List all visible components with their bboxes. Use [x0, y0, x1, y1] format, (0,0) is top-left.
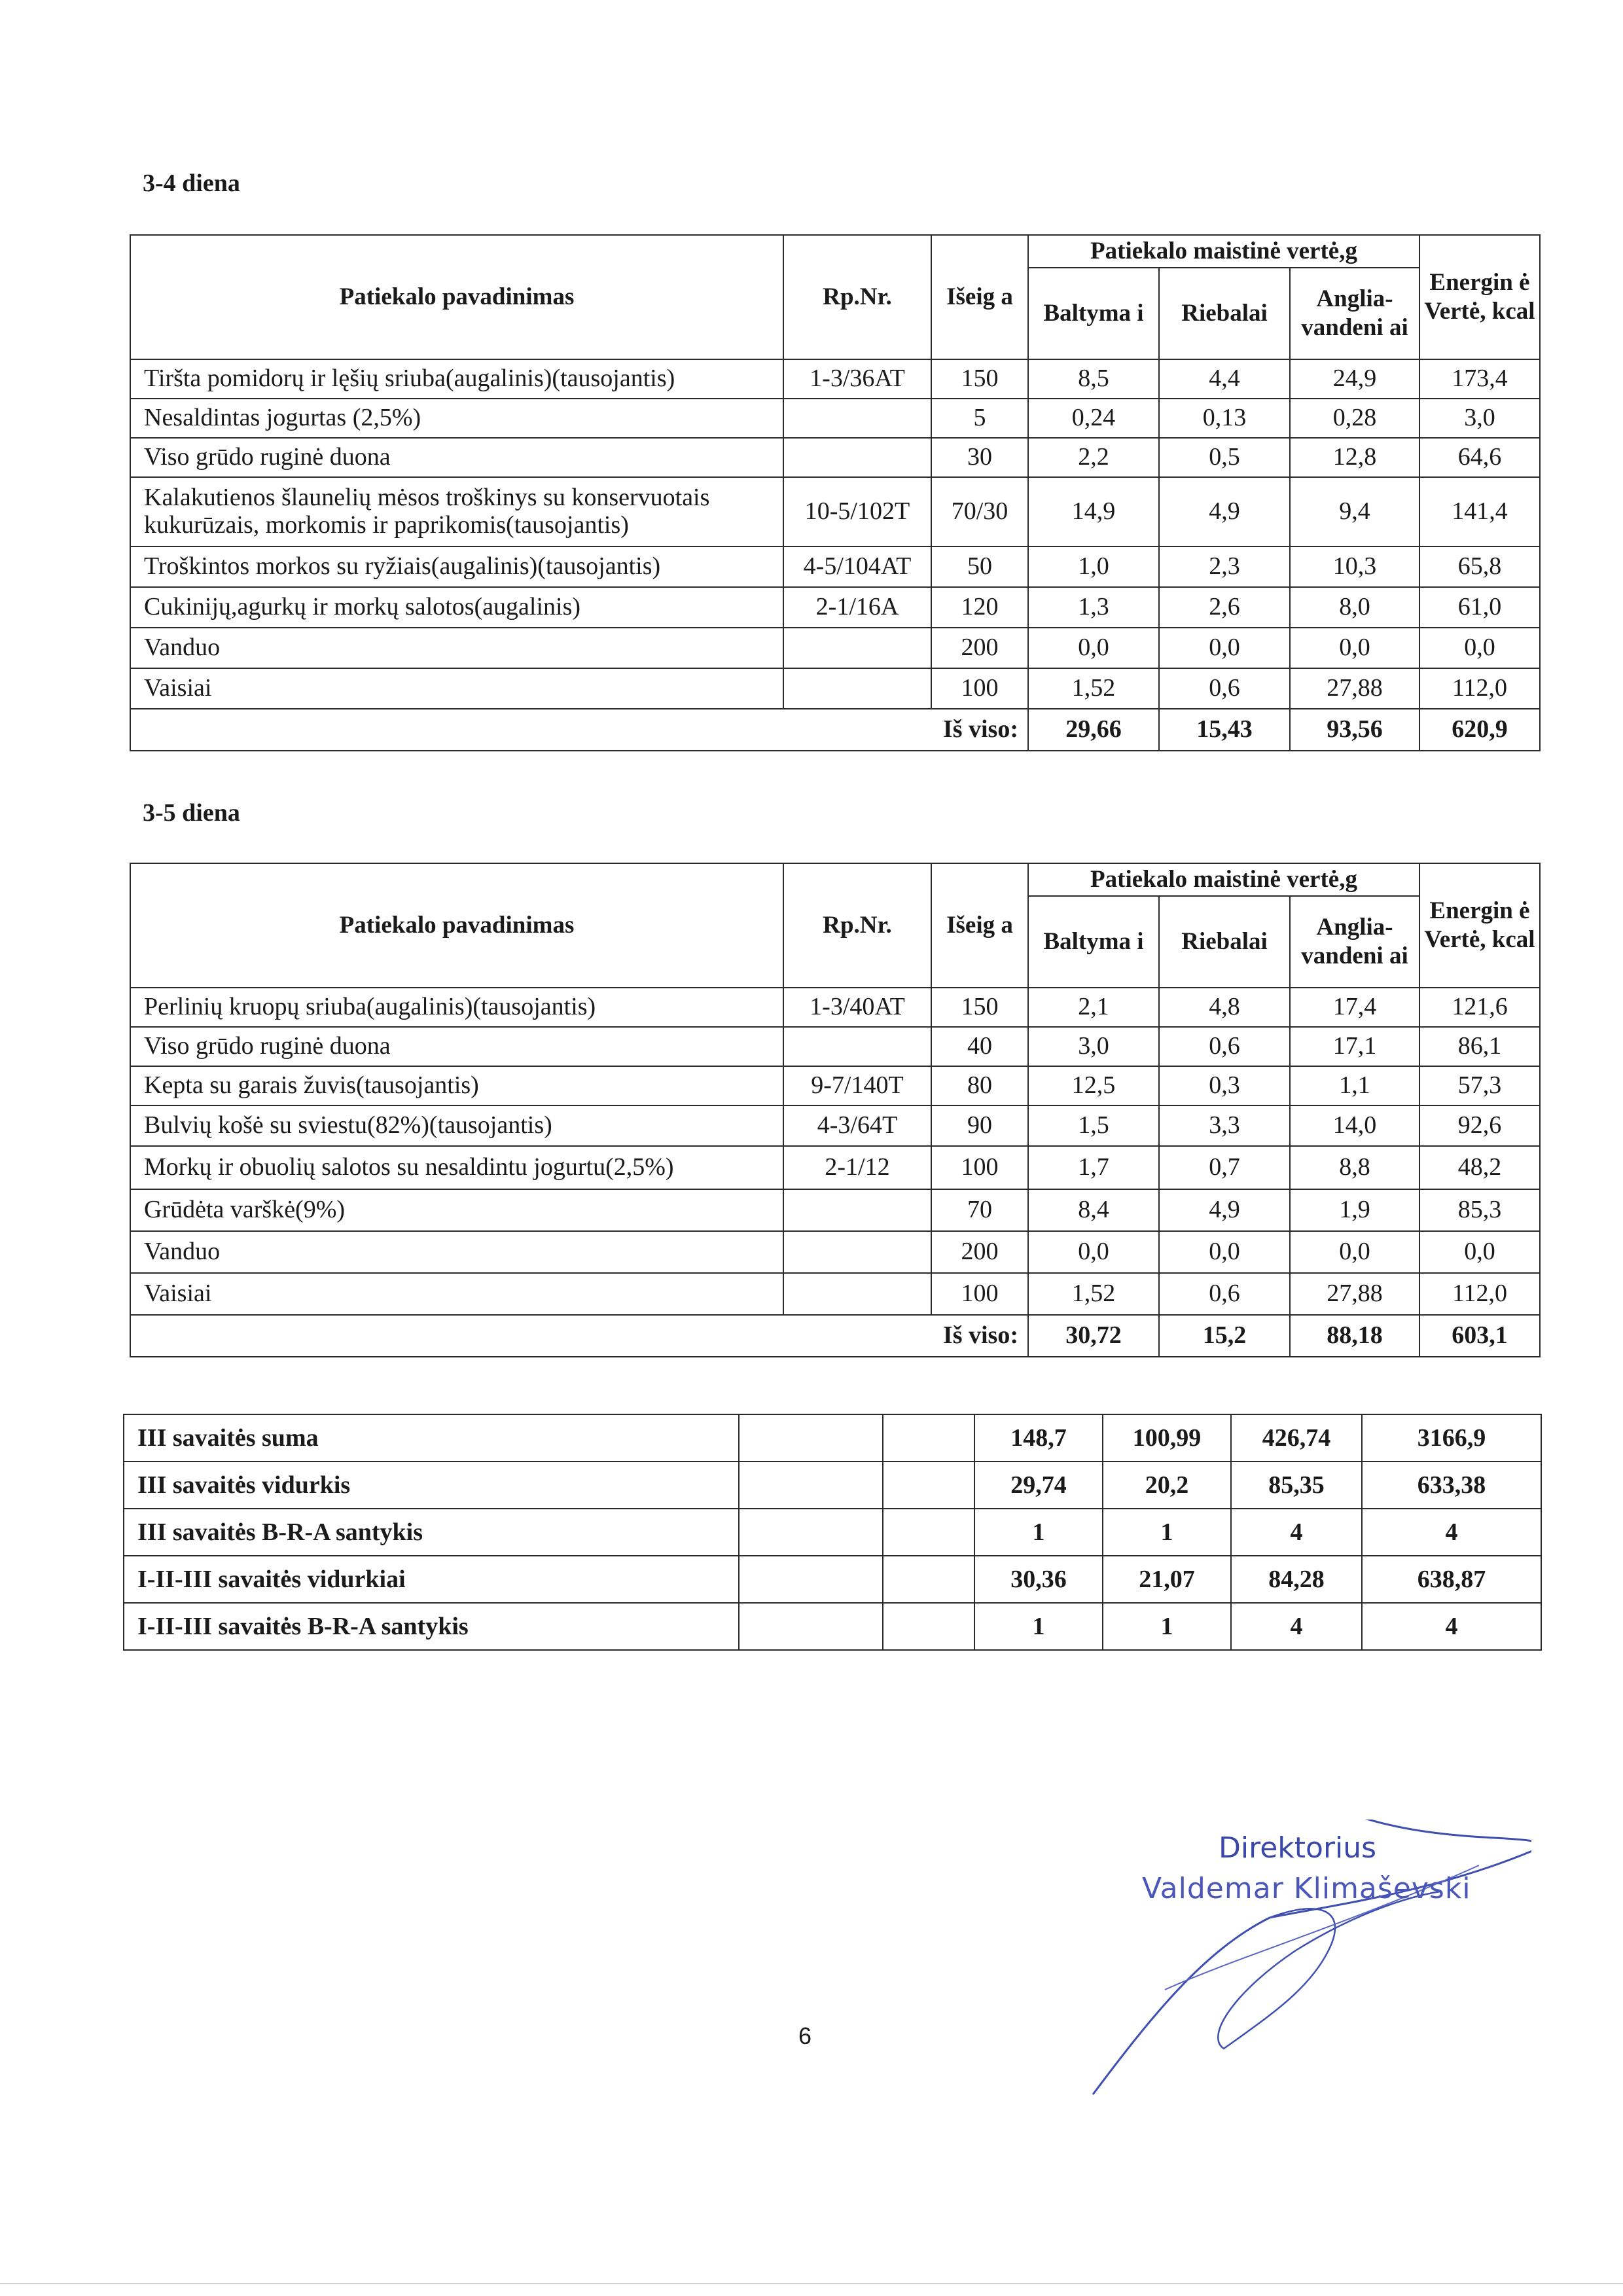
dish-yield: 100	[931, 1273, 1028, 1315]
summary-protein: 1	[974, 1603, 1103, 1650]
total-protein: 30,72	[1028, 1315, 1159, 1357]
summary-protein: 29,74	[974, 1462, 1103, 1509]
protein-value: 8,5	[1028, 359, 1159, 399]
header-fat: Riebalai	[1159, 268, 1290, 359]
fat-value: 0,3	[1159, 1066, 1290, 1105]
summary-carb: 4	[1231, 1509, 1362, 1556]
recipe-number	[783, 399, 931, 438]
header-energy: Energin ė Vertė, kcal	[1419, 863, 1540, 988]
protein-value: 0,0	[1028, 1231, 1159, 1273]
dish-name: Bulvių košė su sviestu(82%)(tausojantis)	[130, 1105, 783, 1146]
dish-yield: 100	[931, 1146, 1028, 1189]
recipe-number	[783, 438, 931, 477]
table-row	[130, 399, 1540, 438]
dish-name: Vanduo	[130, 628, 783, 668]
carb-value: 12,8	[1290, 438, 1419, 477]
carb-value: 8,0	[1290, 587, 1419, 628]
summary-table	[123, 1414, 1542, 1651]
energy-value: 112,0	[1419, 668, 1540, 709]
energy-value: 48,2	[1419, 1146, 1540, 1189]
fat-value: 4,8	[1159, 988, 1290, 1027]
total-label: Iš viso:	[931, 1315, 1028, 1357]
protein-value: 1,3	[1028, 587, 1159, 628]
dish-name: Troškintos morkos su ryžiais(augalinis)(tausojantis)	[130, 547, 783, 587]
dish-yield: 30	[931, 438, 1028, 477]
table-row	[130, 587, 1540, 628]
dish-name: Cukinijų,agurkų ir morkų salotos(augalinis)	[130, 587, 783, 628]
dish-name: Nesaldintas jogurtas (2,5%)	[130, 399, 783, 438]
day-title-1: 3-4 diena	[143, 170, 240, 197]
protein-value: 2,2	[1028, 438, 1159, 477]
dish-name: Vaisiai	[130, 668, 783, 709]
energy-value: 0,0	[1419, 1231, 1540, 1273]
table-row	[130, 547, 1540, 587]
summary-energy: 638,87	[1362, 1556, 1541, 1603]
protein-value: 3,0	[1028, 1027, 1159, 1066]
summary-row	[124, 1556, 1541, 1603]
summary-empty-cell	[739, 1414, 883, 1462]
energy-value: 85,3	[1419, 1189, 1540, 1231]
protein-value: 14,9	[1028, 477, 1159, 547]
dish-name: Viso grūdo ruginė duona	[130, 438, 783, 477]
summary-empty-cell	[883, 1462, 974, 1509]
protein-value: 2,1	[1028, 988, 1159, 1027]
energy-value: 112,0	[1419, 1273, 1540, 1315]
total-spacer	[130, 1315, 931, 1357]
table-row	[130, 988, 1540, 1027]
recipe-number	[783, 668, 931, 709]
fat-value: 0,13	[1159, 399, 1290, 438]
fat-value: 0,6	[1159, 668, 1290, 709]
fat-value: 0,5	[1159, 438, 1290, 477]
summary-energy: 4	[1362, 1603, 1541, 1650]
summary-energy: 4	[1362, 1509, 1541, 1556]
summary-row	[124, 1462, 1541, 1509]
energy-value: 57,3	[1419, 1066, 1540, 1105]
header-name: Patiekalo pavadinimas	[130, 235, 783, 359]
total-label: Iš viso:	[931, 709, 1028, 751]
energy-value: 86,1	[1419, 1027, 1540, 1066]
summary-protein: 30,36	[974, 1556, 1103, 1603]
energy-value: 3,0	[1419, 399, 1540, 438]
table-row	[130, 1105, 1540, 1146]
total-fat: 15,43	[1159, 709, 1290, 751]
protein-value: 1,7	[1028, 1146, 1159, 1189]
dish-name: Viso grūdo ruginė duona	[130, 1027, 783, 1066]
dish-name: Kepta su garais žuvis(tausojantis)	[130, 1066, 783, 1105]
recipe-number: 4-5/104AT	[783, 547, 931, 587]
recipe-number	[783, 1273, 931, 1315]
table-row	[130, 1231, 1540, 1273]
summary-fat: 20,2	[1103, 1462, 1231, 1509]
summary-energy: 3166,9	[1362, 1414, 1541, 1462]
protein-value: 1,52	[1028, 668, 1159, 709]
table-row	[130, 477, 1540, 547]
table-row	[130, 1146, 1540, 1189]
summary-carb: 84,28	[1231, 1556, 1362, 1603]
protein-value: 1,0	[1028, 547, 1159, 587]
total-row	[130, 1315, 1540, 1357]
dish-yield: 120	[931, 587, 1028, 628]
recipe-number: 4-3/64T	[783, 1105, 931, 1146]
dish-yield: 90	[931, 1105, 1028, 1146]
energy-value: 65,8	[1419, 547, 1540, 587]
table-row	[130, 628, 1540, 668]
summary-label: III savaitės vidurkis	[124, 1462, 739, 1509]
carb-value: 0,28	[1290, 399, 1419, 438]
table-row	[130, 1066, 1540, 1105]
carb-value: 17,4	[1290, 988, 1419, 1027]
fat-value: 4,9	[1159, 1189, 1290, 1231]
fat-value: 0,7	[1159, 1146, 1290, 1189]
energy-value: 121,6	[1419, 988, 1540, 1027]
protein-value: 1,5	[1028, 1105, 1159, 1146]
fat-value: 2,3	[1159, 547, 1290, 587]
energy-value: 92,6	[1419, 1105, 1540, 1146]
summary-empty-cell	[739, 1603, 883, 1650]
carb-value: 24,9	[1290, 359, 1419, 399]
dish-name: Kalakutienos šlaunelių mėsos troškinys su konservuotais kukurūzais, morkomis ir paprikomis(tausojantis)	[130, 477, 783, 547]
summary-fat: 1	[1103, 1603, 1231, 1650]
carb-value: 0,0	[1290, 628, 1419, 668]
recipe-number: 1-3/36AT	[783, 359, 931, 399]
carb-value: 14,0	[1290, 1105, 1419, 1146]
dish-yield: 200	[931, 628, 1028, 668]
page-number: 6	[798, 2022, 812, 2049]
fat-value: 0,6	[1159, 1027, 1290, 1066]
total-carb: 93,56	[1290, 709, 1419, 751]
fat-value: 0,6	[1159, 1273, 1290, 1315]
header-protein: Baltyma i	[1028, 896, 1159, 988]
recipe-number	[783, 628, 931, 668]
recipe-number: 2-1/12	[783, 1146, 931, 1189]
dish-name: Vanduo	[130, 1231, 783, 1273]
total-spacer	[130, 709, 931, 751]
header-carb: Anglia- vandeni ai	[1290, 896, 1419, 988]
protein-value: 0,0	[1028, 628, 1159, 668]
carb-value: 9,4	[1290, 477, 1419, 547]
carb-value: 8,8	[1290, 1146, 1419, 1189]
fat-value: 3,3	[1159, 1105, 1290, 1146]
protein-value: 0,24	[1028, 399, 1159, 438]
recipe-number	[783, 1231, 931, 1273]
total-fat: 15,2	[1159, 1315, 1290, 1357]
menu-table-day-1	[130, 234, 1541, 751]
summary-empty-cell	[739, 1556, 883, 1603]
carb-value: 17,1	[1290, 1027, 1419, 1066]
recipe-number: 9-7/140T	[783, 1066, 931, 1105]
carb-value: 27,88	[1290, 1273, 1419, 1315]
dish-name: Tiršta pomidorų ir lęšių sriuba(augalinis)(tausojantis)	[130, 359, 783, 399]
signature-title: Direktorius	[1219, 1831, 1377, 1865]
protein-value: 12,5	[1028, 1066, 1159, 1105]
header-yield: Išeig a	[931, 235, 1028, 359]
summary-empty-cell	[883, 1509, 974, 1556]
summary-empty-cell	[739, 1462, 883, 1509]
summary-energy: 633,38	[1362, 1462, 1541, 1509]
total-energy: 603,1	[1419, 1315, 1540, 1357]
fat-value: 2,6	[1159, 587, 1290, 628]
dish-yield: 200	[931, 1231, 1028, 1273]
dish-name: Perlinių kruopų sriuba(augalinis)(tausojantis)	[130, 988, 783, 1027]
summary-carb: 85,35	[1231, 1462, 1362, 1509]
menu-table-day-2	[130, 863, 1541, 1357]
header-nutrition-group: Patiekalo maistinė vertė,g	[1028, 235, 1419, 268]
recipe-number: 1-3/40AT	[783, 988, 931, 1027]
dish-name: Morkų ir obuolių salotos su nesaldintu jogurtu(2,5%)	[130, 1146, 783, 1189]
fat-value: 0,0	[1159, 1231, 1290, 1273]
header-energy: Energin ė Vertė, kcal	[1419, 235, 1540, 359]
carb-value: 27,88	[1290, 668, 1419, 709]
summary-label: III savaitės suma	[124, 1414, 739, 1462]
header-protein: Baltyma i	[1028, 268, 1159, 359]
summary-fat: 1	[1103, 1509, 1231, 1556]
summary-row	[124, 1603, 1541, 1650]
table-row	[130, 1273, 1540, 1315]
recipe-number: 2-1/16A	[783, 587, 931, 628]
dish-yield: 150	[931, 988, 1028, 1027]
signature-name: Valdemar Klimaševski	[1142, 1872, 1471, 1905]
recipe-number	[783, 1189, 931, 1231]
carb-value: 1,1	[1290, 1066, 1419, 1105]
summary-label: I-II-III savaitės B-R-A santykis	[124, 1603, 739, 1650]
summary-label: III savaitės B-R-A santykis	[124, 1509, 739, 1556]
total-energy: 620,9	[1419, 709, 1540, 751]
table-row	[130, 1189, 1540, 1231]
summary-fat: 100,99	[1103, 1414, 1231, 1462]
total-carb: 88,18	[1290, 1315, 1419, 1357]
header-yield: Išeig a	[931, 863, 1028, 988]
dish-name: Vaisiai	[130, 1273, 783, 1315]
energy-value: 0,0	[1419, 628, 1540, 668]
summary-empty-cell	[883, 1414, 974, 1462]
summary-empty-cell	[883, 1603, 974, 1650]
dish-yield: 50	[931, 547, 1028, 587]
dish-yield: 5	[931, 399, 1028, 438]
total-protein: 29,66	[1028, 709, 1159, 751]
summary-row	[124, 1509, 1541, 1556]
day-title-2: 3-5 diena	[143, 799, 240, 827]
dish-yield: 150	[931, 359, 1028, 399]
dish-yield: 100	[931, 668, 1028, 709]
header-name: Patiekalo pavadinimas	[130, 863, 783, 988]
protein-value: 8,4	[1028, 1189, 1159, 1231]
energy-value: 61,0	[1419, 587, 1540, 628]
bottom-divider	[0, 2283, 1623, 2284]
dish-yield: 40	[931, 1027, 1028, 1066]
carb-value: 10,3	[1290, 547, 1419, 587]
summary-empty-cell	[883, 1556, 974, 1603]
header-rp: Rp.Nr.	[783, 863, 931, 988]
header-fat: Riebalai	[1159, 896, 1290, 988]
dish-yield: 70/30	[931, 477, 1028, 547]
fat-value: 4,9	[1159, 477, 1290, 547]
carb-value: 1,9	[1290, 1189, 1419, 1231]
summary-fat: 21,07	[1103, 1556, 1231, 1603]
summary-label: I-II-III savaitės vidurkiai	[124, 1556, 739, 1603]
protein-value: 1,52	[1028, 1273, 1159, 1315]
table-row	[130, 438, 1540, 477]
summary-carb: 4	[1231, 1603, 1362, 1650]
carb-value: 0,0	[1290, 1231, 1419, 1273]
summary-protein: 148,7	[974, 1414, 1103, 1462]
table-row	[130, 359, 1540, 399]
recipe-number	[783, 1027, 931, 1066]
header-nutrition-group: Patiekalo maistinė vertė,g	[1028, 863, 1419, 896]
energy-value: 173,4	[1419, 359, 1540, 399]
recipe-number: 10-5/102T	[783, 477, 931, 547]
header-rp: Rp.Nr.	[783, 235, 931, 359]
summary-empty-cell	[739, 1509, 883, 1556]
summary-protein: 1	[974, 1509, 1103, 1556]
total-row	[130, 709, 1540, 751]
fat-value: 0,0	[1159, 628, 1290, 668]
table-row	[130, 1027, 1540, 1066]
summary-carb: 426,74	[1231, 1414, 1362, 1462]
header-carb: Anglia- vandeni ai	[1290, 268, 1419, 359]
dish-name: Grūdėta varškė(9%)	[130, 1189, 783, 1231]
energy-value: 64,6	[1419, 438, 1540, 477]
table-row	[130, 668, 1540, 709]
summary-row	[124, 1414, 1541, 1462]
dish-yield: 80	[931, 1066, 1028, 1105]
energy-value: 141,4	[1419, 477, 1540, 547]
dish-yield: 70	[931, 1189, 1028, 1231]
fat-value: 4,4	[1159, 359, 1290, 399]
